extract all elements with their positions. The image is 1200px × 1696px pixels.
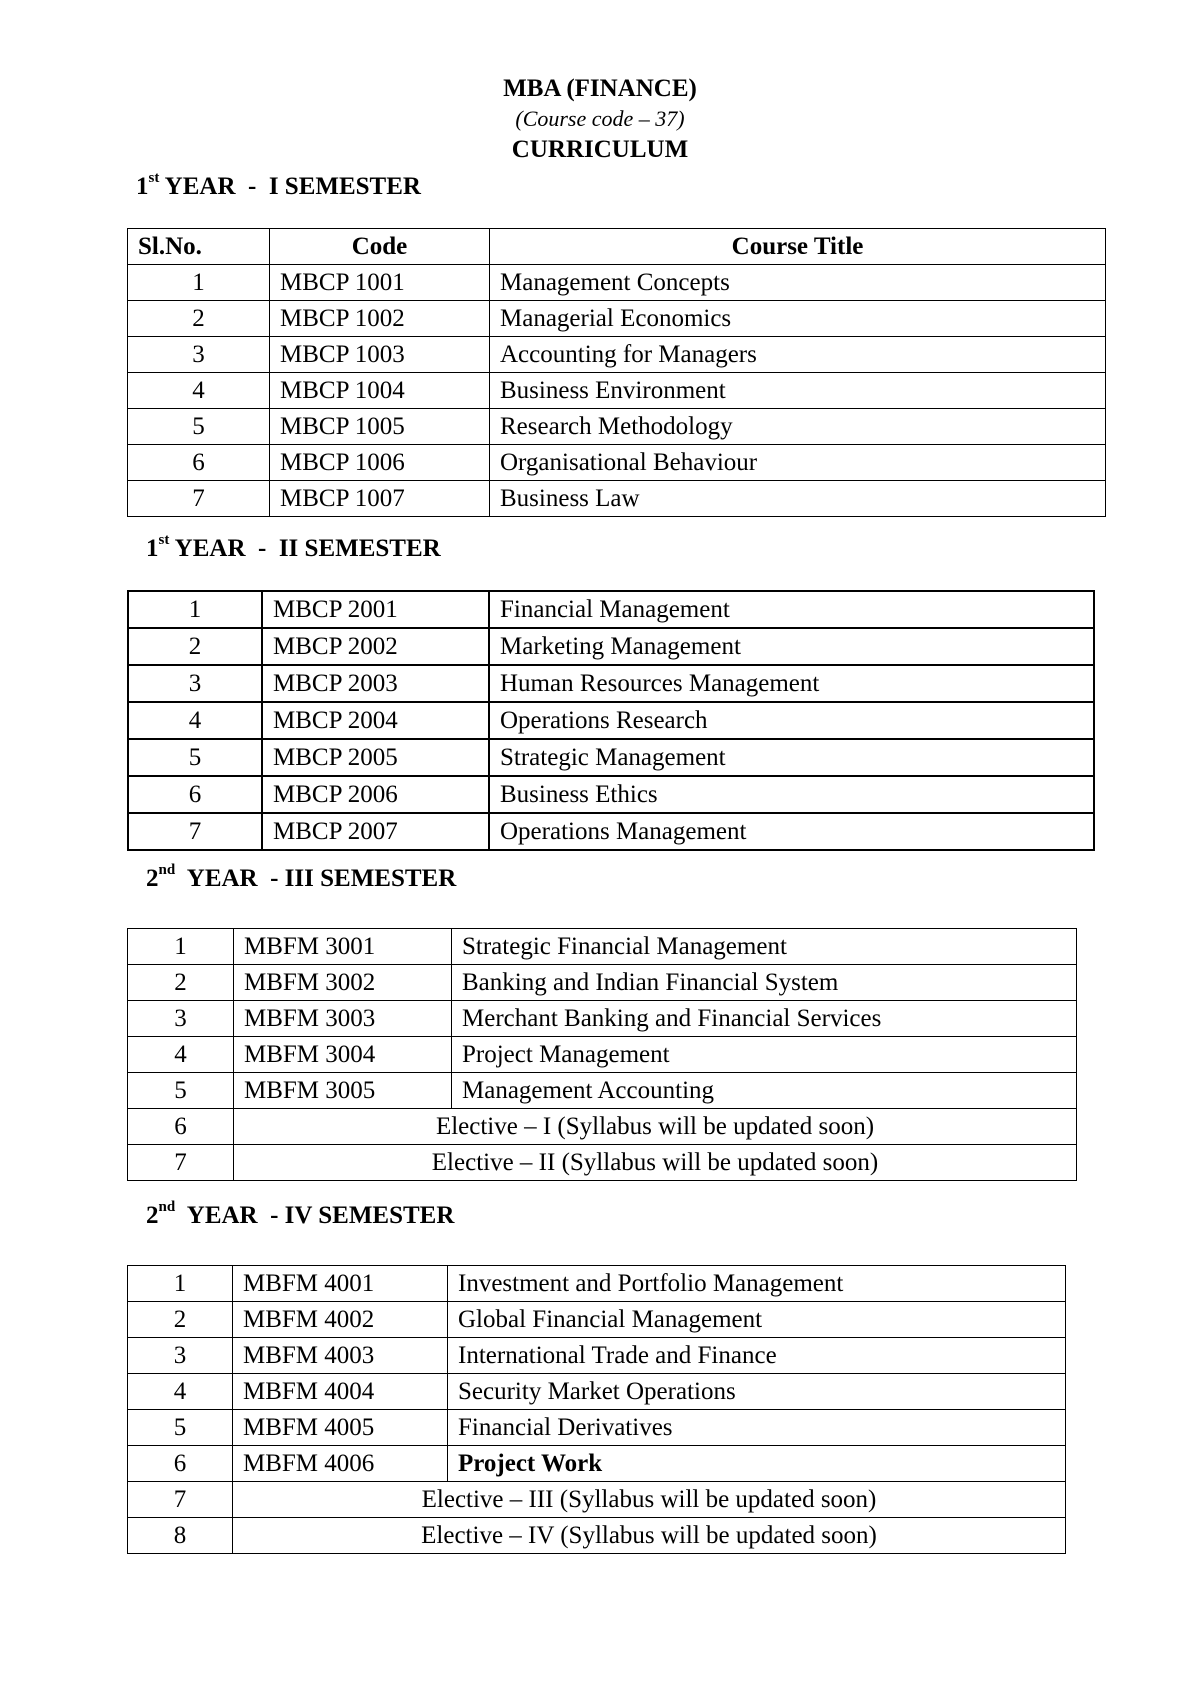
sl-no: 4 <box>128 702 262 739</box>
course-title: Business Law <box>490 481 1106 517</box>
year-number: 1 <box>146 535 159 562</box>
year-suffix: st <box>148 169 160 186</box>
semester-3-table <box>127 928 1077 1181</box>
sl-no: 6 <box>128 445 270 481</box>
elective-text: Elective – III (Syllabus will be updated soon) <box>233 1482 1066 1518</box>
table-row <box>128 1446 1066 1482</box>
course-title: Global Financial Management <box>448 1302 1066 1338</box>
table-header-row <box>128 229 1106 265</box>
table-row <box>128 776 1094 813</box>
sl-no: 1 <box>128 265 270 301</box>
sl-no: 1 <box>128 1266 233 1302</box>
table-row <box>128 702 1094 739</box>
course-code: MBCP 2007 <box>262 813 489 850</box>
sl-no: 5 <box>128 1073 234 1109</box>
document-title: MBA (FINANCE) <box>503 75 697 102</box>
year-number: 2 <box>146 865 159 892</box>
course-code: MBCP 1006 <box>270 445 490 481</box>
semester-label: YEAR - IV SEMESTER <box>175 1202 455 1229</box>
sl-no: 4 <box>128 373 270 409</box>
course-code: MBFM 3002 <box>234 965 452 1001</box>
sl-no: 3 <box>128 665 262 702</box>
sl-no: 7 <box>128 1145 234 1181</box>
course-title: Accounting for Managers <box>490 337 1106 373</box>
course-title: Research Methodology <box>490 409 1106 445</box>
table-row <box>128 373 1106 409</box>
table-row <box>128 301 1106 337</box>
course-code: MBCP 2004 <box>262 702 489 739</box>
elective-row <box>128 1518 1066 1554</box>
year-suffix: st <box>158 531 170 548</box>
course-code: (Course code – 37) <box>515 106 685 131</box>
course-title: Financial Derivatives <box>448 1410 1066 1446</box>
table-row <box>128 739 1094 776</box>
course-code: MBFM 4005 <box>233 1410 448 1446</box>
table-row <box>128 1374 1066 1410</box>
sl-no: 6 <box>128 1446 233 1482</box>
table-row <box>128 1410 1066 1446</box>
course-code: MBCP 2002 <box>262 628 489 665</box>
table-row <box>128 1302 1066 1338</box>
year-suffix: nd <box>158 861 176 878</box>
semester-1-table <box>127 228 1106 517</box>
column-header-sl-no: Sl.No. <box>128 229 270 265</box>
elective-text: Elective – IV (Syllabus will be updated soon) <box>233 1518 1066 1554</box>
sl-no: 5 <box>128 1410 233 1446</box>
column-header-code: Code <box>270 229 490 265</box>
sl-no: 7 <box>128 813 262 850</box>
course-title: Strategic Financial Management <box>452 929 1077 965</box>
table-row <box>128 265 1106 301</box>
elective-row <box>128 1145 1077 1181</box>
sl-no: 5 <box>128 739 262 776</box>
elective-text: Elective – I (Syllabus will be updated soon) <box>234 1109 1077 1145</box>
course-title: Merchant Banking and Financial Services <box>452 1001 1077 1037</box>
course-title: Operations Research <box>489 702 1094 739</box>
sl-no: 3 <box>128 1001 234 1037</box>
semester-3-heading <box>146 861 457 894</box>
course-code: MBFM 3005 <box>234 1073 452 1109</box>
course-title: Strategic Management <box>489 739 1094 776</box>
sl-no: 3 <box>128 337 270 373</box>
elective-row <box>128 1482 1066 1518</box>
sl-no: 7 <box>128 481 270 517</box>
sl-no: 2 <box>128 965 234 1001</box>
table-row <box>128 1338 1066 1374</box>
course-title: Operations Management <box>489 813 1094 850</box>
table-row <box>128 965 1077 1001</box>
semester-label: YEAR - II SEMESTER <box>169 535 441 562</box>
semester-1-heading <box>136 169 421 202</box>
course-code: MBCP 1005 <box>270 409 490 445</box>
course-title: Project Work <box>448 1446 1066 1482</box>
course-code: MBCP 2003 <box>262 665 489 702</box>
sl-no: 6 <box>128 1109 234 1145</box>
course-code: MBFM 3004 <box>234 1037 452 1073</box>
sl-no: 8 <box>128 1518 233 1554</box>
curriculum-heading: CURRICULUM <box>511 136 689 163</box>
elective-row <box>128 1109 1077 1145</box>
course-title: Business Ethics <box>489 776 1094 813</box>
course-title: Managerial Economics <box>490 301 1106 337</box>
sl-no: 1 <box>128 929 234 965</box>
course-code: MBCP 1004 <box>270 373 490 409</box>
table-row <box>128 813 1094 850</box>
column-header-course-title: Course Title <box>490 229 1106 265</box>
table-row <box>128 1037 1077 1073</box>
sl-no: 5 <box>128 409 270 445</box>
course-code: MBCP 2005 <box>262 739 489 776</box>
sl-no: 2 <box>128 628 262 665</box>
year-number: 1 <box>136 173 149 200</box>
course-code: MBCP 2001 <box>262 591 489 628</box>
course-title: Project Management <box>452 1037 1077 1073</box>
table-row <box>128 665 1094 702</box>
course-title: Human Resources Management <box>489 665 1094 702</box>
course-title: Marketing Management <box>489 628 1094 665</box>
table-row <box>128 1266 1066 1302</box>
semester-4-heading <box>146 1198 455 1231</box>
course-code: MBFM 4001 <box>233 1266 448 1302</box>
elective-text: Elective – II (Syllabus will be updated soon) <box>234 1145 1077 1181</box>
sl-no: 6 <box>128 776 262 813</box>
course-title: Security Market Operations <box>448 1374 1066 1410</box>
semester-2-table <box>127 590 1095 851</box>
course-title: Investment and Portfolio Management <box>448 1266 1066 1302</box>
sl-no: 2 <box>128 1302 233 1338</box>
course-code: MBCP 1001 <box>270 265 490 301</box>
semester-label: YEAR - III SEMESTER <box>175 865 457 892</box>
table-row <box>128 1073 1077 1109</box>
semester-4-table <box>127 1265 1066 1554</box>
table-row <box>128 481 1106 517</box>
course-code: MBFM 4002 <box>233 1302 448 1338</box>
course-title: International Trade and Finance <box>448 1338 1066 1374</box>
course-code: MBFM 4004 <box>233 1374 448 1410</box>
course-title: Management Accounting <box>452 1073 1077 1109</box>
semester-label: YEAR - I SEMESTER <box>159 173 421 200</box>
sl-no: 2 <box>128 301 270 337</box>
semester-2-heading <box>146 531 441 564</box>
course-title: Financial Management <box>489 591 1094 628</box>
course-title: Banking and Indian Financial System <box>452 965 1077 1001</box>
table-row <box>128 1001 1077 1037</box>
sl-no: 4 <box>128 1037 234 1073</box>
table-row <box>128 591 1094 628</box>
table-row <box>128 409 1106 445</box>
course-code: MBFM 4006 <box>233 1446 448 1482</box>
course-title: Organisational Behaviour <box>490 445 1106 481</box>
sl-no: 4 <box>128 1374 233 1410</box>
table-row <box>128 929 1077 965</box>
table-row <box>128 337 1106 373</box>
table-row <box>128 445 1106 481</box>
table-row <box>128 628 1094 665</box>
sl-no: 7 <box>128 1482 233 1518</box>
course-code: MBFM 3003 <box>234 1001 452 1037</box>
course-code: MBFM 3001 <box>234 929 452 965</box>
course-title: Management Concepts <box>490 265 1106 301</box>
year-suffix: nd <box>158 1198 176 1215</box>
course-code: MBFM 4003 <box>233 1338 448 1374</box>
year-number: 2 <box>146 1202 159 1229</box>
course-code: MBCP 2006 <box>262 776 489 813</box>
course-code: MBCP 1003 <box>270 337 490 373</box>
course-title: Business Environment <box>490 373 1106 409</box>
sl-no: 3 <box>128 1338 233 1374</box>
sl-no: 1 <box>128 591 262 628</box>
course-code: MBCP 1007 <box>270 481 490 517</box>
course-code: MBCP 1002 <box>270 301 490 337</box>
